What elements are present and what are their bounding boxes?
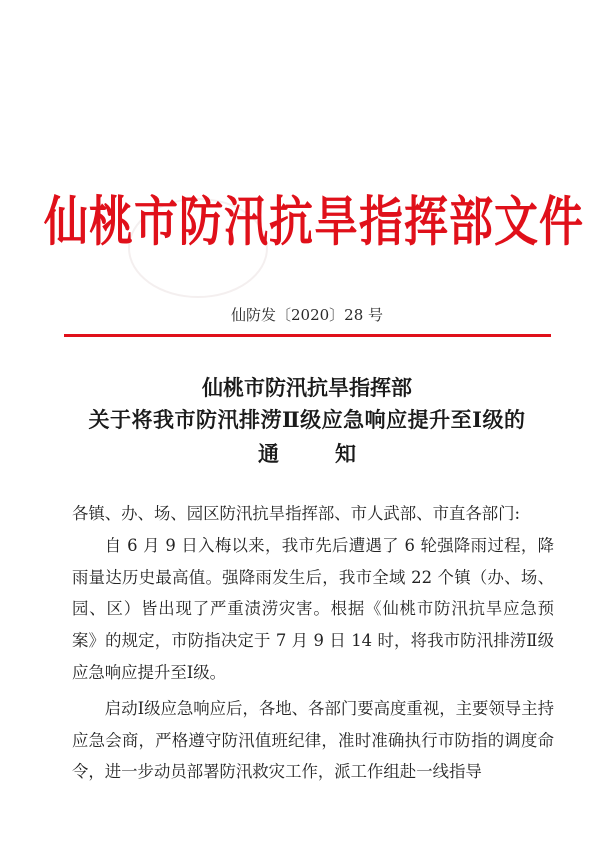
document-header-title: 仙桃市防汛抗旱指挥部文件 [44,191,584,254]
document-number: 仙防发〔2020〕28 号 [230,306,384,324]
body-paragraph-2: 启动Ⅰ级应急响应后，各地、各部门要高度重视，主要领导主持应急会商，严格遵守防汛值班纪律，准时准确执行市防指的调度命令，进一步动员部署防汛救灾工作，派工作组赴一线指导 [72,698,554,782]
body-paragraph-1: 自 6 月 9 日入梅以来，我市先后遭遇了 6 轮强降雨过程，降雨量达历史最高值。强降雨发生后，我市全域 22 个镇（办、场、园、区）皆出现了严重渍涝灾害。根据《仙桃市防汛抗旱应急预案》的规定，市防指决定于 7 月 9 日 14 时，将我市防汛排涝Ⅱ级应急响应提升至Ⅰ级。 [72,535,554,682]
salutation: 各镇、办、场、园区防汛抗旱指挥部、市人武部、市直各部门: [72,504,521,523]
document-body [72,498,554,788]
notice-title-line-2: 关于将我市防汛排涝Ⅱ级应急响应提升至Ⅰ级的 [88,407,526,432]
notice-title-line-3: 通知 [258,441,412,466]
red-divider-line [64,334,551,337]
notice-title-line-1: 仙桃市防汛抗旱指挥部 [202,375,412,400]
